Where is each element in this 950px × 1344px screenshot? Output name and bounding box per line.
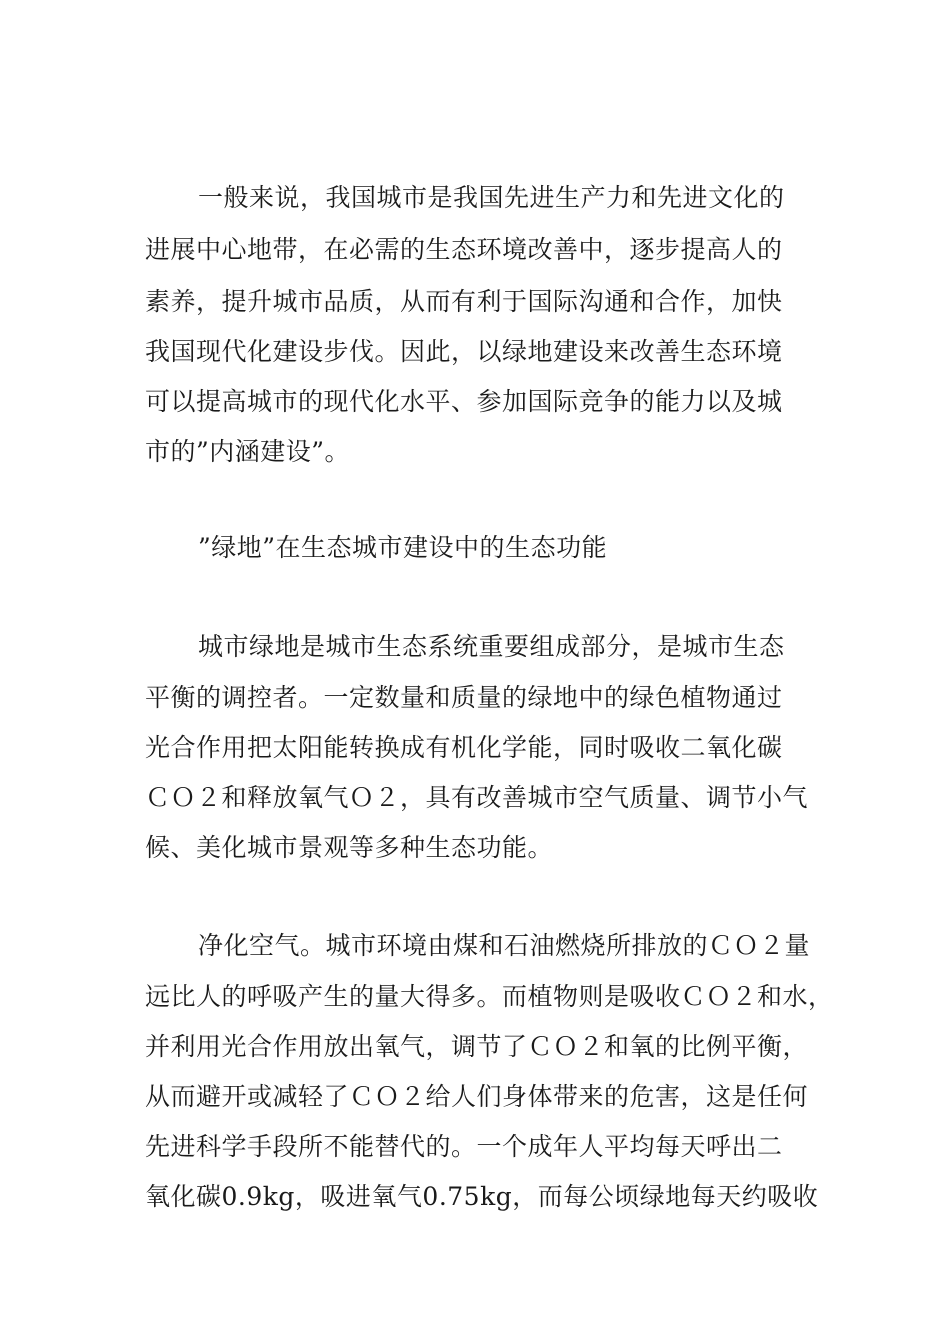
- paragraph-line: 光合作用把太阳能转换成有机化学能，同时吸收二氧化碳: [145, 733, 783, 762]
- paragraph-line: 我国现代化建设步伐。因此，以绿地建设来改善生态环境: [145, 337, 783, 366]
- paragraph-line: 一般来说，我国城市是我国先进生产力和先进文化的: [198, 183, 785, 212]
- paragraph-line: 可以提高城市的现代化水平、参加国际竞争的能力以及城: [145, 387, 783, 416]
- paragraph-line: ＣＯ２和释放氧气Ｏ２，具有改善城市空气质量、调节小气: [145, 783, 809, 812]
- paragraph-line: 平衡的调控者。一定数量和质量的绿地中的绿色植物通过: [145, 683, 783, 712]
- paragraph-line: 先进科学手段所不能替代的。一个成年人平均每天呼出二: [145, 1132, 783, 1161]
- paragraph-line: 市的”内涵建设”。: [145, 437, 351, 466]
- paragraph-line: 远比人的呼吸产生的量大得多。而植物则是吸收ＣＯ２和水，: [145, 982, 834, 1011]
- paragraph-line: 从而避开或减轻了ＣＯ２给人们身体带来的危害，这是任何: [145, 1082, 809, 1111]
- paragraph-line: 净化空气。城市环境由煤和石油燃烧所排放的ＣＯ２量: [198, 931, 811, 960]
- heading-line: ”绿地”在生态城市建设中的生态功能: [198, 533, 608, 562]
- paragraph-line: 氧化碳0.9kg，吸进氧气0.75kg，而每公顷绿地每天约吸收: [145, 1182, 819, 1211]
- paragraph-line: 并利用光合作用放出氧气，调节了ＣＯ２和氧的比例平衡，: [145, 1032, 809, 1061]
- paragraph-line: 素养，提升城市品质，从而有利于国际沟通和合作，加快: [145, 287, 783, 316]
- paragraph-line: 进展中心地带，在必需的生态环境改善中，逐步提高人的: [145, 235, 783, 264]
- paragraph-line: 城市绿地是城市生态系统重要组成部分，是城市生态: [198, 632, 785, 661]
- paragraph-line: 候、美化城市景观等多种生态功能。: [145, 833, 554, 862]
